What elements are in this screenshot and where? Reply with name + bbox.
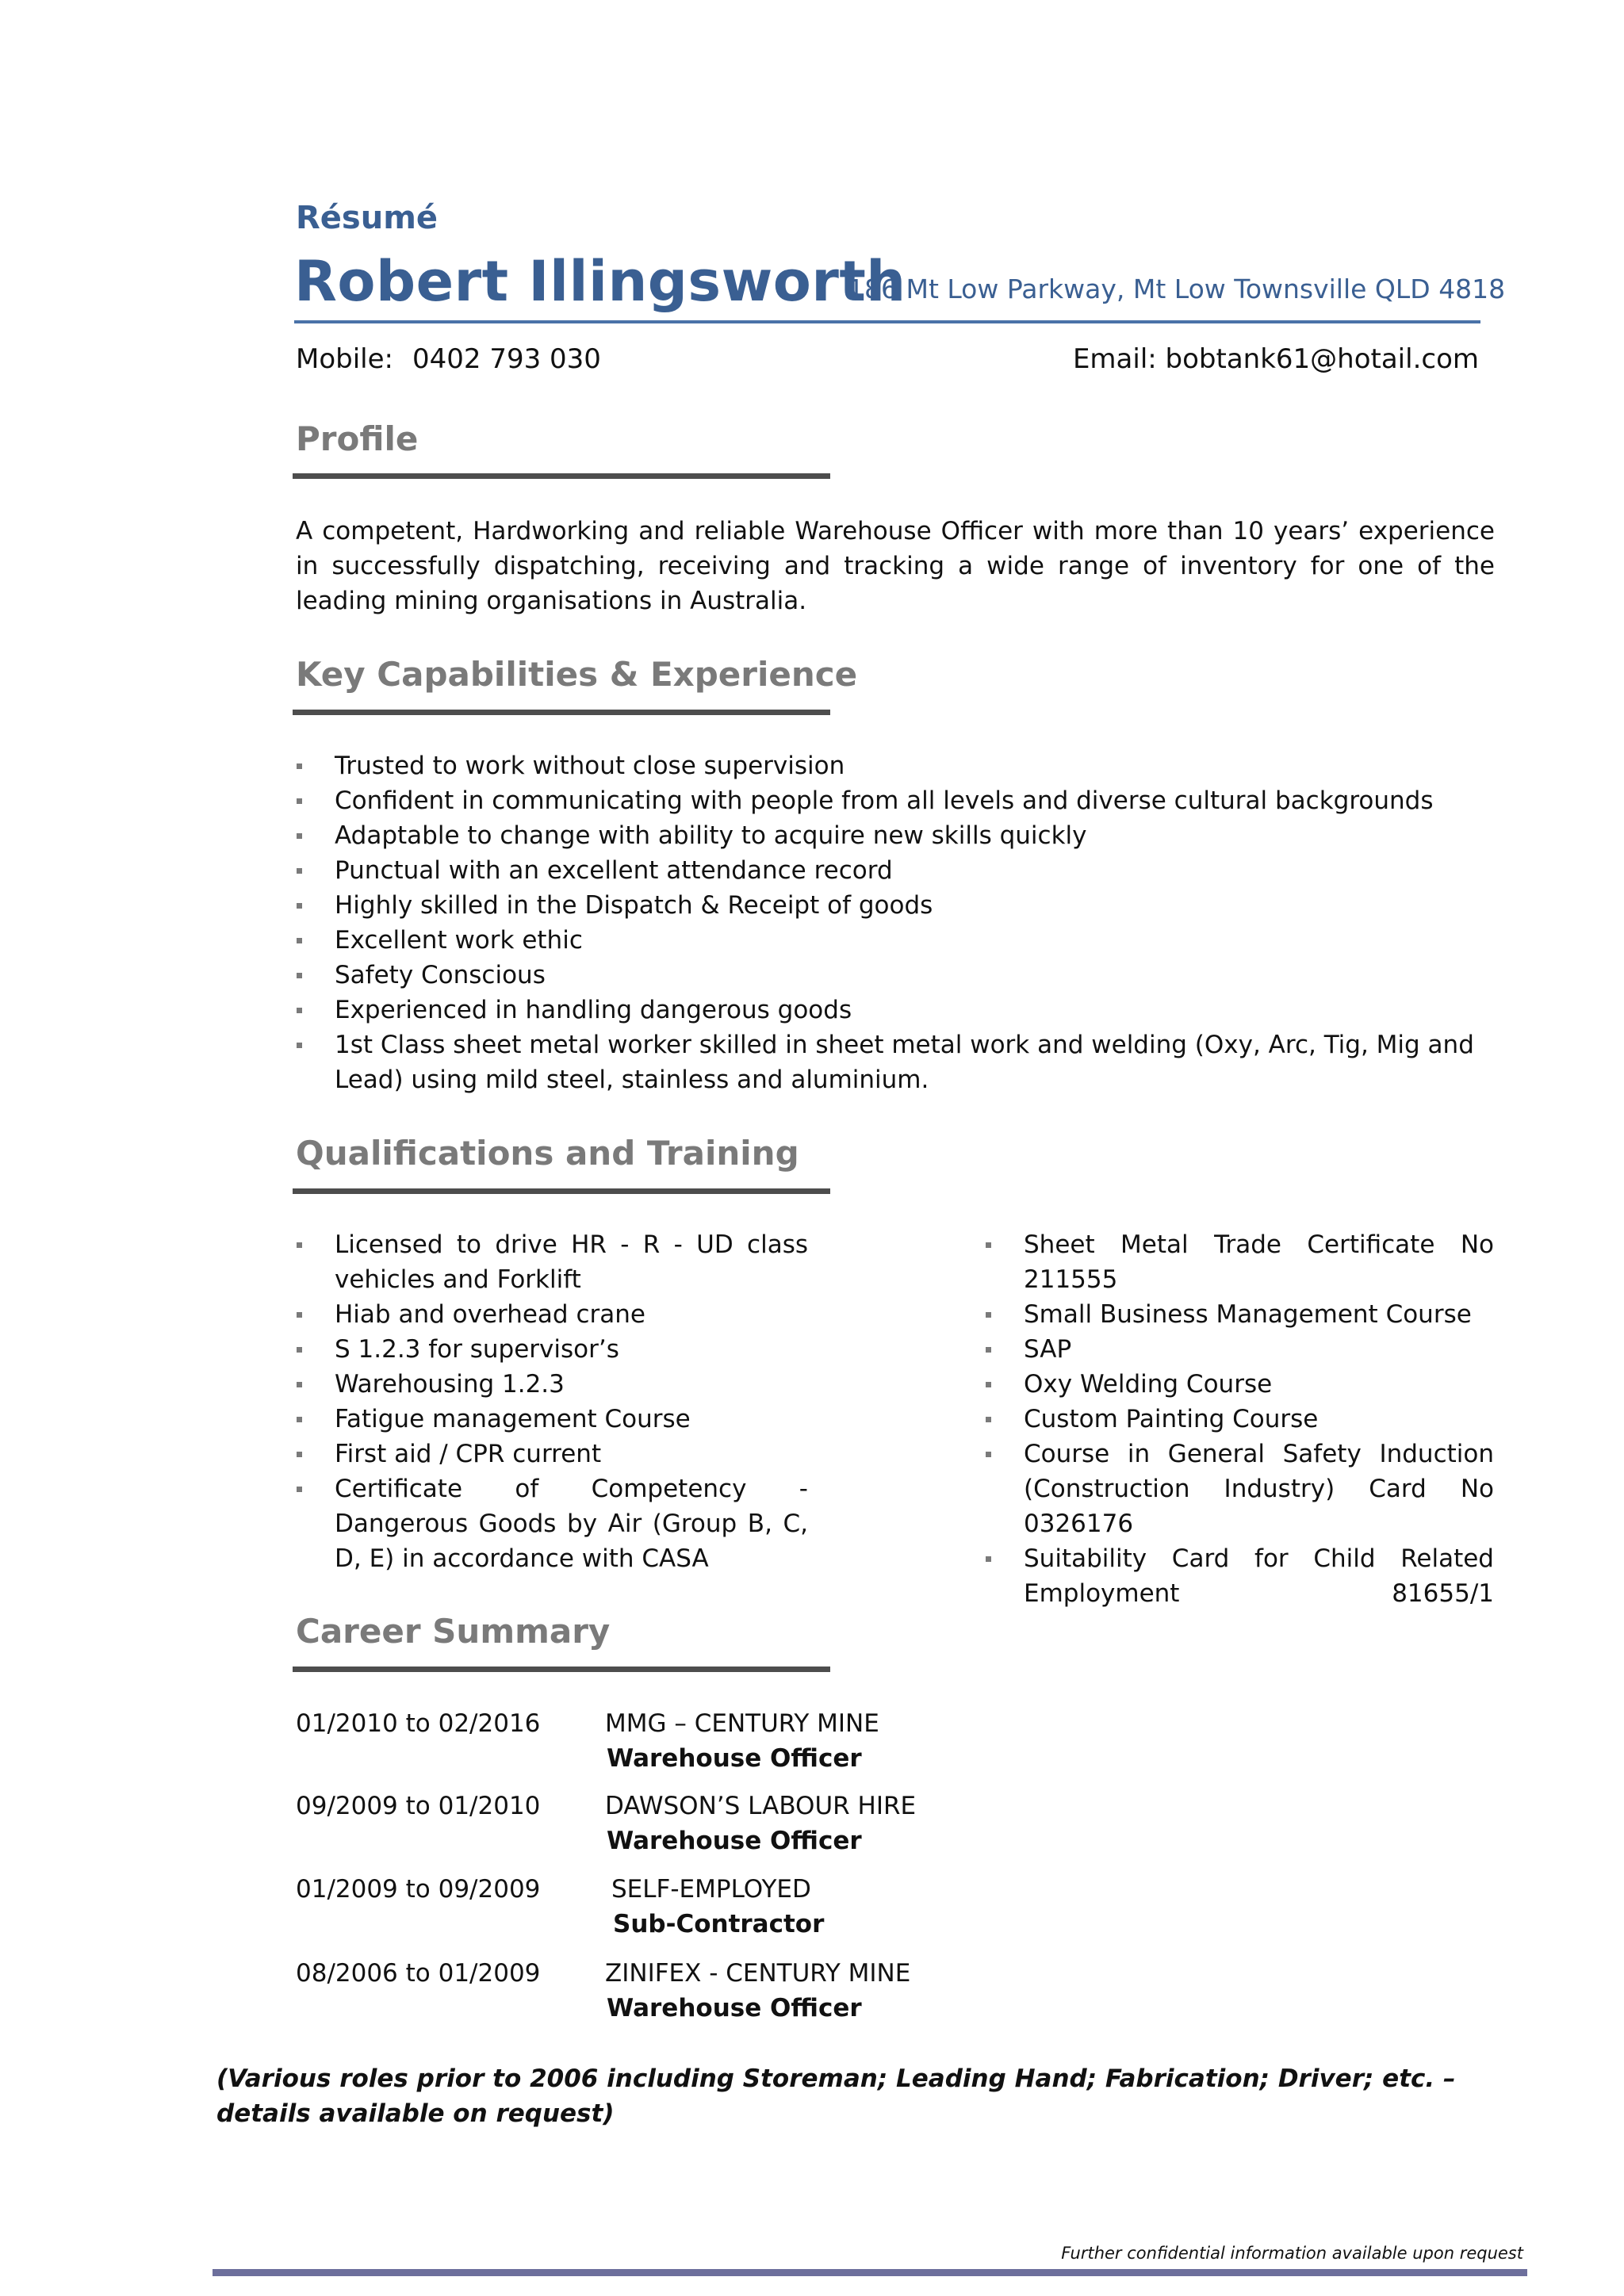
- address: 186 Mt Low Parkway, Mt Low Townsville QLD 4818: [848, 274, 1506, 304]
- list-item: Oxy Welding Course: [985, 1367, 1494, 1402]
- capabilities-divider: [293, 710, 830, 715]
- list-item: First aid / CPR current: [296, 1437, 808, 1471]
- career-employer: SELF-EMPLOYED: [611, 1875, 811, 1904]
- candidate-name: Robert Illingsworth: [294, 249, 906, 314]
- career-divider: [293, 1667, 830, 1672]
- resume-label: Résumé: [296, 200, 439, 236]
- list-item: Custom Painting Course: [985, 1402, 1494, 1437]
- career-dates: 01/2009 to 09/2009: [296, 1875, 541, 1904]
- list-item: Course in General Safety Induction (Construction Industry) Card No 0326176: [985, 1437, 1494, 1541]
- capabilities-heading: Key Capabilities & Experience: [296, 655, 858, 694]
- career-employer: MMG – CENTURY MINE: [605, 1709, 879, 1738]
- career-role: Warehouse Officer: [607, 1744, 862, 1773]
- mobile-number: 0402 793 030: [412, 343, 601, 375]
- career-heading: Career Summary: [296, 1612, 611, 1651]
- list-item: S 1.2.3 for supervisor’s: [296, 1332, 808, 1367]
- list-item: Punctual with an excellent attendance record: [296, 853, 1495, 888]
- footer-note: Further confidential information available upon request: [1061, 2244, 1523, 2263]
- career-dates: 08/2006 to 01/2009: [296, 1959, 541, 1988]
- list-item: Hiab and overhead crane: [296, 1297, 808, 1332]
- capabilities-list: [296, 748, 1495, 1097]
- list-item: Confident in communicating with people from all levels and diverse cultural backgrounds: [296, 783, 1495, 818]
- career-dates: 01/2010 to 02/2016: [296, 1709, 541, 1738]
- list-item: Suitability Card for Child Related Employment 81655/1: [985, 1541, 1494, 1611]
- qualifications-list-right: [985, 1227, 1494, 1611]
- list-item: Warehousing 1.2.3: [296, 1367, 808, 1402]
- list-item: Adaptable to change with ability to acquire new skills quickly: [296, 818, 1495, 853]
- career-role: Warehouse Officer: [607, 1994, 862, 2022]
- list-item: Fatigue management Course: [296, 1402, 808, 1437]
- career-dates: 09/2009 to 01/2010: [296, 1792, 541, 1820]
- list-item: Experienced in handling dangerous goods: [296, 993, 1495, 1027]
- prior-roles-note: (Various roles prior to 2006 including Storeman; Leading Hand; Fabrication; Driver; etc. – details available on request): [216, 2064, 1456, 2128]
- list-item: Sheet Metal Trade Certificate No 211555: [985, 1227, 1494, 1297]
- footer-divider: [213, 2269, 1527, 2276]
- header-divider: [294, 320, 1480, 323]
- profile-text: A competent, Hardworking and reliable Warehouse Officer with more than 10 years’ experience in successfully dispatching, receiving and tracking a wide range of inventory for one of the leading mining organisations in Australia.: [296, 517, 1495, 615]
- list-item: Certificate of Competency - Dangerous Goods by Air (Group B, C, D, E) in accordance with CASA: [296, 1471, 808, 1576]
- list-item: Licensed to drive HR - R - UD class vehicles and Forklift: [296, 1227, 808, 1297]
- list-item: Small Business Management Course: [985, 1297, 1494, 1332]
- career-role: Sub-Contractor: [613, 1910, 825, 1938]
- list-item: SAP: [985, 1332, 1494, 1367]
- list-item: 1st Class sheet metal worker skilled in sheet metal work and welding (Oxy, Arc, Tig, Mig and Lead) using mild steel, stainless and aluminium.: [296, 1027, 1495, 1097]
- career-role: Warehouse Officer: [607, 1827, 862, 1855]
- list-item: Trusted to work without close supervision: [296, 748, 1495, 783]
- career-employer: DAWSON’S LABOUR HIRE: [605, 1792, 917, 1820]
- qualifications-divider: [293, 1188, 830, 1194]
- qualifications-list-left: [296, 1227, 808, 1576]
- profile-heading: Profile: [296, 419, 419, 458]
- list-item: Excellent work ethic: [296, 923, 1495, 958]
- qualifications-heading: Qualifications and Training: [296, 1134, 799, 1173]
- list-item: Highly skilled in the Dispatch & Receipt of goods: [296, 888, 1495, 923]
- mobile-contact: [296, 343, 601, 375]
- career-employer: ZINIFEX - CENTURY MINE: [605, 1959, 911, 1988]
- profile-divider: [293, 473, 830, 479]
- email-contact: Email: bobtank61@hotail.com: [1072, 343, 1479, 375]
- list-item: Safety Conscious: [296, 958, 1495, 993]
- mobile-label: Mobile:: [296, 343, 393, 375]
